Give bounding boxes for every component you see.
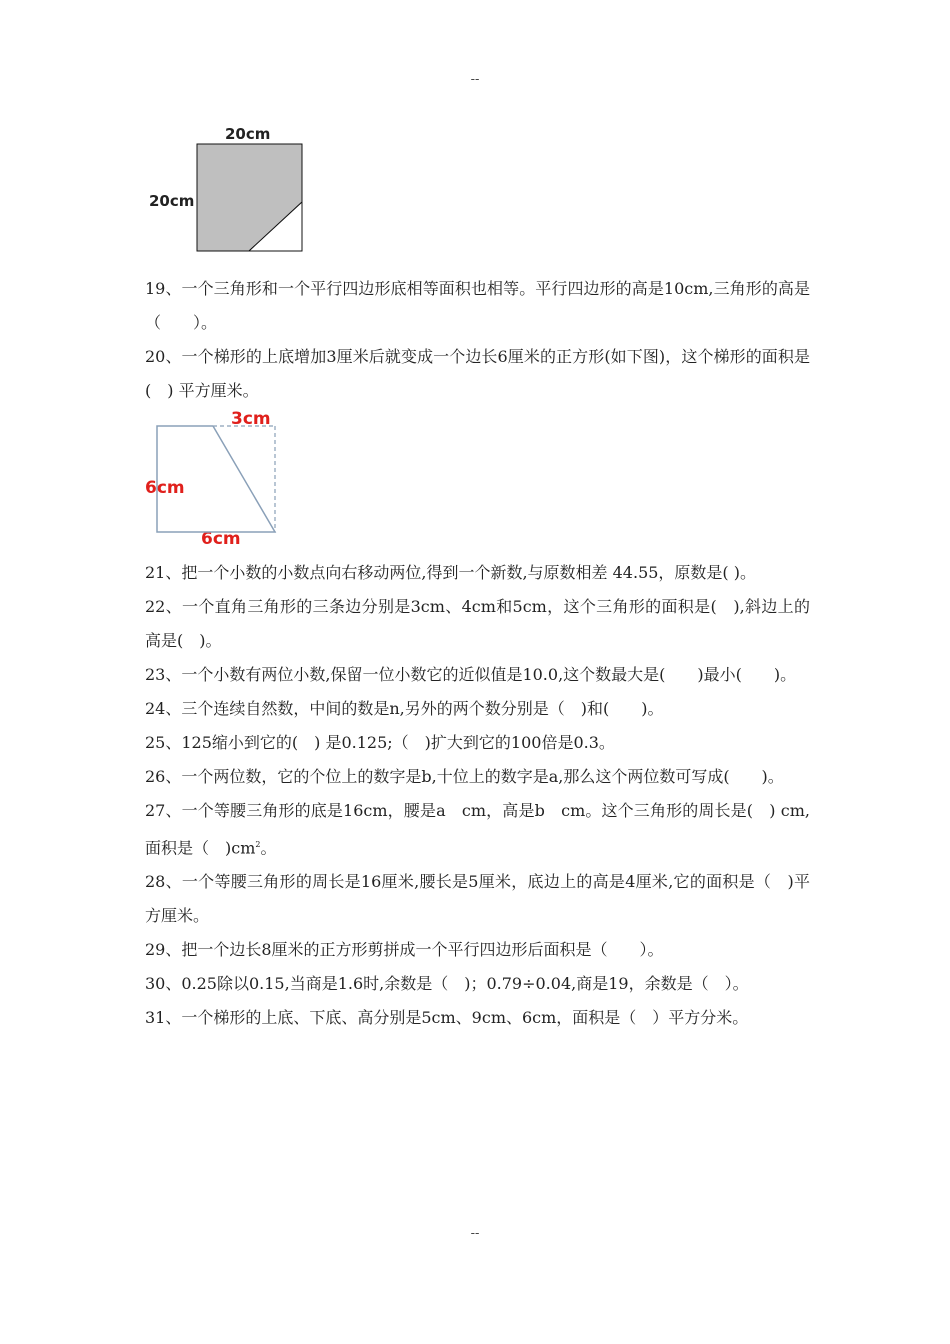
square-figure (145, 122, 315, 262)
problem-28: 28、一个等腰三角形的周长是16厘米,腰长是5厘米，底边上的高是4厘米,它的面积是（ )平方厘米。 (145, 872, 810, 926)
problem-31: 31、一个梯形的上底、下底、高分别是5cm、9cm、6cm，面积是（ ）平方分米。 (145, 1008, 749, 1028)
problem-25: 25、125缩小到它的( ) 是0.125;（ )扩大到它的100倍是0.3。 (145, 733, 615, 752)
problem-20: 20、一个梯形的上底增加3厘米后就变成一个边长6厘米的正方形(如下图)，这个梯形的面积是( ) 平方厘米。 (145, 347, 810, 400)
figure2-top-label: 3cm (231, 409, 271, 429)
figure2-left-label: 6cm (145, 478, 185, 498)
figure1-top-label: 20cm (225, 125, 271, 143)
problem-22: 22、一个直角三角形的三条边分别是3cm、4cm和5cm，这个三角形的面积是( ),斜边上的高是( )。 (145, 597, 810, 650)
problem-27 (145, 794, 810, 865)
trapezoid-diagram (145, 408, 305, 556)
trapezoid-figure (145, 408, 305, 556)
problem-27-end: 。 (260, 838, 277, 858)
figure2-bottom-label: 6cm (201, 529, 241, 549)
problem-24: 24、三个连续自然数，中间的数是n,另外的两个数分别是（ )和( )。 (145, 699, 664, 718)
problem-23: 23、一个小数有两位小数,保留一位小数它的近似值是10.0,这个数最大是( )最小( )。 (145, 665, 797, 684)
squared-sup: 2 (255, 840, 261, 849)
problem-30: 30、0.25除以0.15,当商是1.6时,余数是（ )；0.79÷0.04,商是19，余数是（ ）。 (145, 974, 749, 994)
problem-19: 19、一个三角形和一个平行四边形底相等面积也相等。平行四边形的高是10cm,三角形的高是（ ）。 (145, 279, 810, 332)
figure1-left-label: 20cm (149, 192, 195, 210)
footer-mark: -- (470, 1226, 480, 1241)
problem-27-text: 27、一个等腰三角形的底是16cm，腰是a cm，高是b cm。这个三角形的周长是( ) cm,面积是（ )cm (145, 801, 810, 858)
problem-list (145, 272, 810, 1035)
header-mark: -- (470, 72, 480, 87)
problem-26: 26、一个两位数，它的个位上的数字是b,十位上的数字是a,那么这个两位数可写成( )。 (145, 767, 784, 786)
trapezoid-outline (157, 426, 275, 532)
problem-29: 29、把一个边长8厘米的正方形剪拼成一个平行四边形后面积是（ ）。 (145, 940, 664, 960)
problem-21: 21、把一个小数的小数点向右移动两位,得到一个新数,与原数相差 44.55，原数是( )。 (145, 563, 756, 582)
square-diagram (145, 122, 315, 262)
